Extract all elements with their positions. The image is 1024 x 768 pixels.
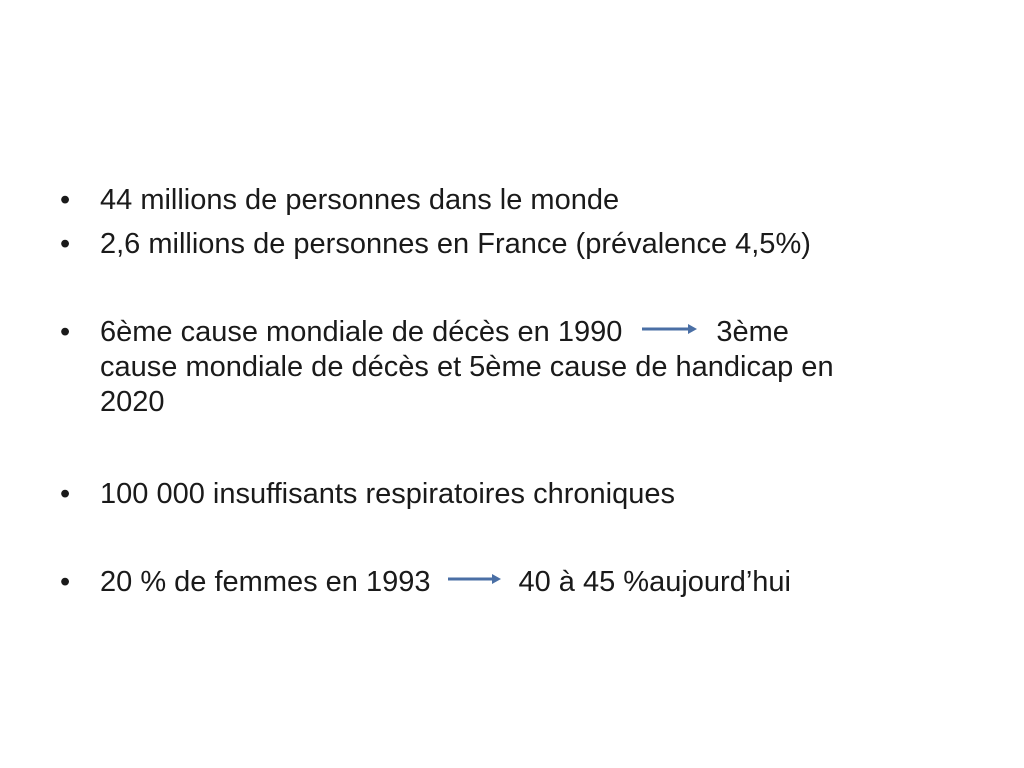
before-arrow-text: 6ème cause mondiale de décès en 1990 — [100, 316, 623, 348]
after-arrow-text: 3ème — [716, 316, 789, 348]
bullet-text — [100, 565, 950, 600]
bullet-line — [100, 315, 950, 350]
bullet-line — [100, 565, 950, 600]
bullet-line: 2,6 millions de personnes en France (prévalence 4,5%) — [100, 228, 811, 260]
right-arrow-icon — [448, 573, 502, 585]
bullet-line: cause mondiale de décès et 5ème cause de handicap en — [100, 351, 834, 383]
bullet-text — [100, 227, 950, 262]
bullet-marker: • — [60, 184, 71, 216]
bullet-marker: • — [60, 566, 71, 598]
bullet-text — [100, 315, 950, 420]
bullet-text — [100, 183, 950, 218]
bullet-line: 100 000 insuffisants respiratoires chroniques — [100, 478, 675, 510]
after-arrow-text: 40 à 45 %aujourd’hui — [518, 566, 791, 598]
bullet-marker: • — [60, 316, 71, 348]
bullet-line: 44 millions de personnes dans le monde — [100, 184, 620, 216]
bullet-marker: • — [60, 478, 71, 510]
before-arrow-text: 20 % de femmes en 1993 — [100, 566, 431, 598]
bullet-text — [100, 477, 950, 512]
bullet-line: 2020 — [100, 386, 165, 418]
bullet-marker: • — [60, 228, 71, 260]
right-arrow-icon — [642, 323, 698, 335]
